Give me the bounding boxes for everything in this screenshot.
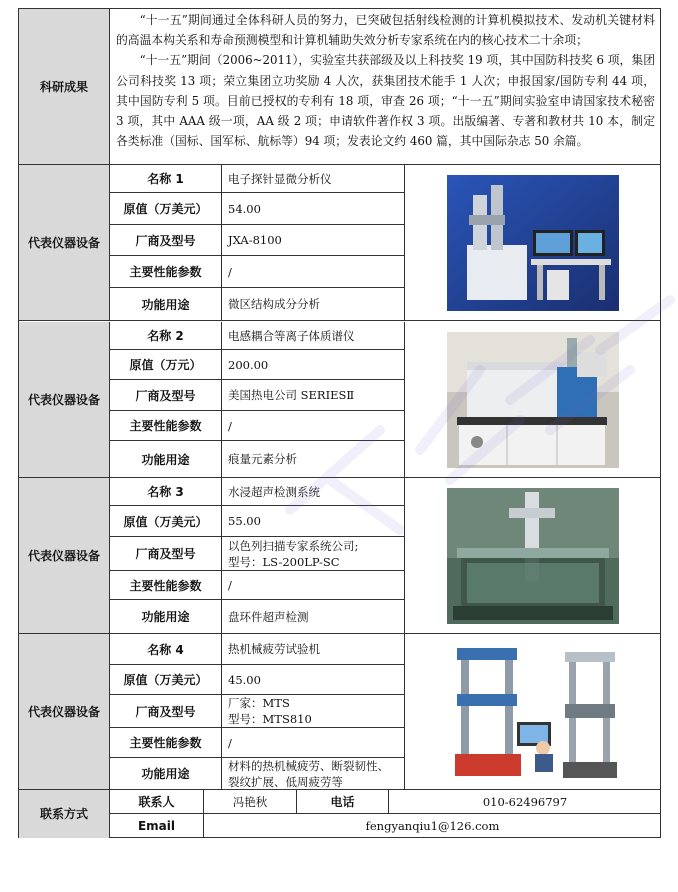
instrument-photo-cell — [405, 165, 661, 321]
maker-line1: 以色列扫描专家系统公司; — [228, 538, 359, 553]
instrument-perf-value: / — [222, 728, 405, 758]
instrument-price-label: 原值（万元） — [110, 350, 222, 380]
instrument-photo — [447, 175, 619, 311]
maker-line1: JXA-8100 — [228, 233, 282, 247]
instrument-maker-value — [222, 380, 405, 411]
instrument-name-label: 名称 2 — [110, 322, 222, 350]
instrument-photo — [447, 488, 619, 624]
instrument-name-value: 水浸超声检测系统 — [222, 478, 405, 506]
func-line1: 盘环件超声检测 — [228, 609, 309, 624]
contact-email-label: Email — [110, 814, 204, 838]
contact-person-label: 联系人 — [110, 790, 204, 814]
instrument-photo-cell — [405, 478, 661, 634]
instrument-func-label: 功能用途 — [110, 758, 222, 790]
func-line2: 裂纹扩展、低周疲劳等 — [228, 774, 343, 789]
maker-line2: 型号：MTS810 — [228, 712, 312, 726]
instrument-section-label — [19, 322, 110, 478]
instrument-maker-value — [222, 537, 405, 571]
instrument-name-value: 热机械疲劳试验机 — [222, 634, 405, 665]
research-text — [110, 9, 661, 165]
func-line1: 微区结构成分分析 — [228, 297, 320, 311]
instrument-perf-value: / — [222, 411, 405, 441]
instrument-perf-label: 主要性能参数 — [110, 256, 222, 288]
instrument-photo — [447, 332, 619, 468]
maker-line1: 美国热电公司 SERIESⅡ — [228, 388, 355, 402]
instrument-func-label: 功能用途 — [110, 441, 222, 478]
instrument-price-label: 原值（万美元） — [110, 665, 222, 695]
instrument-photo-cell — [405, 322, 661, 478]
section-label-line1: 代表仪器 — [27, 235, 76, 250]
instrument-func-label: 功能用途 — [110, 288, 222, 321]
maker-line1: 厂家：MTS — [228, 696, 290, 710]
instrument-price-value: 45.00 — [222, 665, 405, 695]
instrument-maker-value — [222, 695, 405, 728]
instrument-maker-label: 厂商及型号 — [110, 537, 222, 571]
instrument-name-label: 名称 1 — [110, 165, 222, 193]
instrument-maker-label: 厂商及型号 — [110, 380, 222, 411]
maker-line2: 型号：LS-200LP-SC — [228, 554, 340, 569]
contact-person: 冯艳秋 — [204, 790, 297, 814]
instrument-perf-value: / — [222, 256, 405, 288]
section-label-line2: 设备 — [76, 548, 101, 563]
instrument-section-label — [19, 478, 110, 634]
instrument-price-label: 原值（万美元） — [110, 506, 222, 537]
instrument-maker-label: 厂商及型号 — [110, 225, 222, 256]
instrument-func-value — [222, 600, 405, 634]
instrument-perf-label: 主要性能参数 — [110, 571, 222, 600]
instrument-name-label: 名称 3 — [110, 478, 222, 506]
instrument-name-value: 电子探针显微分析仪 — [222, 165, 405, 193]
instrument-price-value: 55.00 — [222, 506, 405, 537]
instrument-price-value: 54.00 — [222, 193, 405, 225]
instrument-func-value — [222, 288, 405, 321]
contact-label: 联系方式 — [19, 790, 110, 838]
instrument-name-label: 名称 4 — [110, 634, 222, 665]
instrument-price-value: 200.00 — [222, 350, 405, 380]
instrument-maker-value — [222, 225, 405, 256]
instrument-name-value: 电感耦合等离子体质谱仪 — [222, 322, 405, 350]
instrument-photo-cell — [405, 634, 661, 790]
research-paragraph-2: “十一五”期间（2006~2011），实验室共获部级及以上科技奖 19 项，其中国防科技奖 6 项，集团公司科技奖 13 项；荣立集团立功奖励 4 人次，获集团技术能手 1 人次；申报国家/国防专利 44 项，其中国防专利 5 项。目前已授权的专利有 18 项，审查 26 项；“十一五”期间实验室申请国家技术秘密 3 项，其中 AAA 级一项，AA 级 2 项；申请软件著作权 3 项。出版编著、专著和教材共 10 本，制定各类标准（国标、国军标、航标等）94 项；发表论文约 460 篇，其中国际杂志 50 余篇。 — [116, 53, 655, 149]
func-line1: 材料的热机械疲劳、断裂韧性、 — [228, 758, 389, 773]
instrument-perf-label: 主要性能参数 — [110, 411, 222, 441]
instrument-maker-label: 厂商及型号 — [110, 695, 222, 728]
instrument-price-label: 原值（万美元） — [110, 193, 222, 225]
instrument-photo — [447, 644, 619, 780]
instrument-section-label — [19, 165, 110, 321]
contact-phone-label: 电话 — [297, 790, 389, 814]
section-label-line1: 代表仪器 — [27, 392, 76, 407]
research-label: 科研成果 — [19, 9, 110, 165]
instrument-perf-label: 主要性能参数 — [110, 728, 222, 758]
section-label-line1: 代表仪器 — [27, 704, 76, 719]
research-paragraph-1: “十一五”期间通过全体科研人员的努力，已突破包括射线检测的计算机模拟技术、发动机关键材料的高温本构关系和寿命预测模型和计算机辅助失效分析专家系统在内的核心技术二十余项； — [116, 13, 655, 48]
instrument-section-label — [19, 634, 110, 790]
section-label-line1: 代表仪器 — [27, 548, 76, 563]
section-label-line2: 设备 — [76, 392, 101, 407]
instrument-func-value — [222, 758, 405, 790]
contact-email[interactable]: fengyanqiu1@126.com — [365, 819, 500, 833]
contact-phone: 010-62496797 — [389, 790, 661, 814]
instrument-perf-value: / — [222, 571, 405, 600]
instrument-func-label: 功能用途 — [110, 600, 222, 634]
section-label-line2: 设备 — [76, 235, 101, 250]
func-line1: 痕量元素分析 — [228, 452, 297, 466]
instrument-func-value — [222, 441, 405, 478]
section-label-line2: 设备 — [76, 704, 101, 719]
info-table — [18, 8, 661, 838]
